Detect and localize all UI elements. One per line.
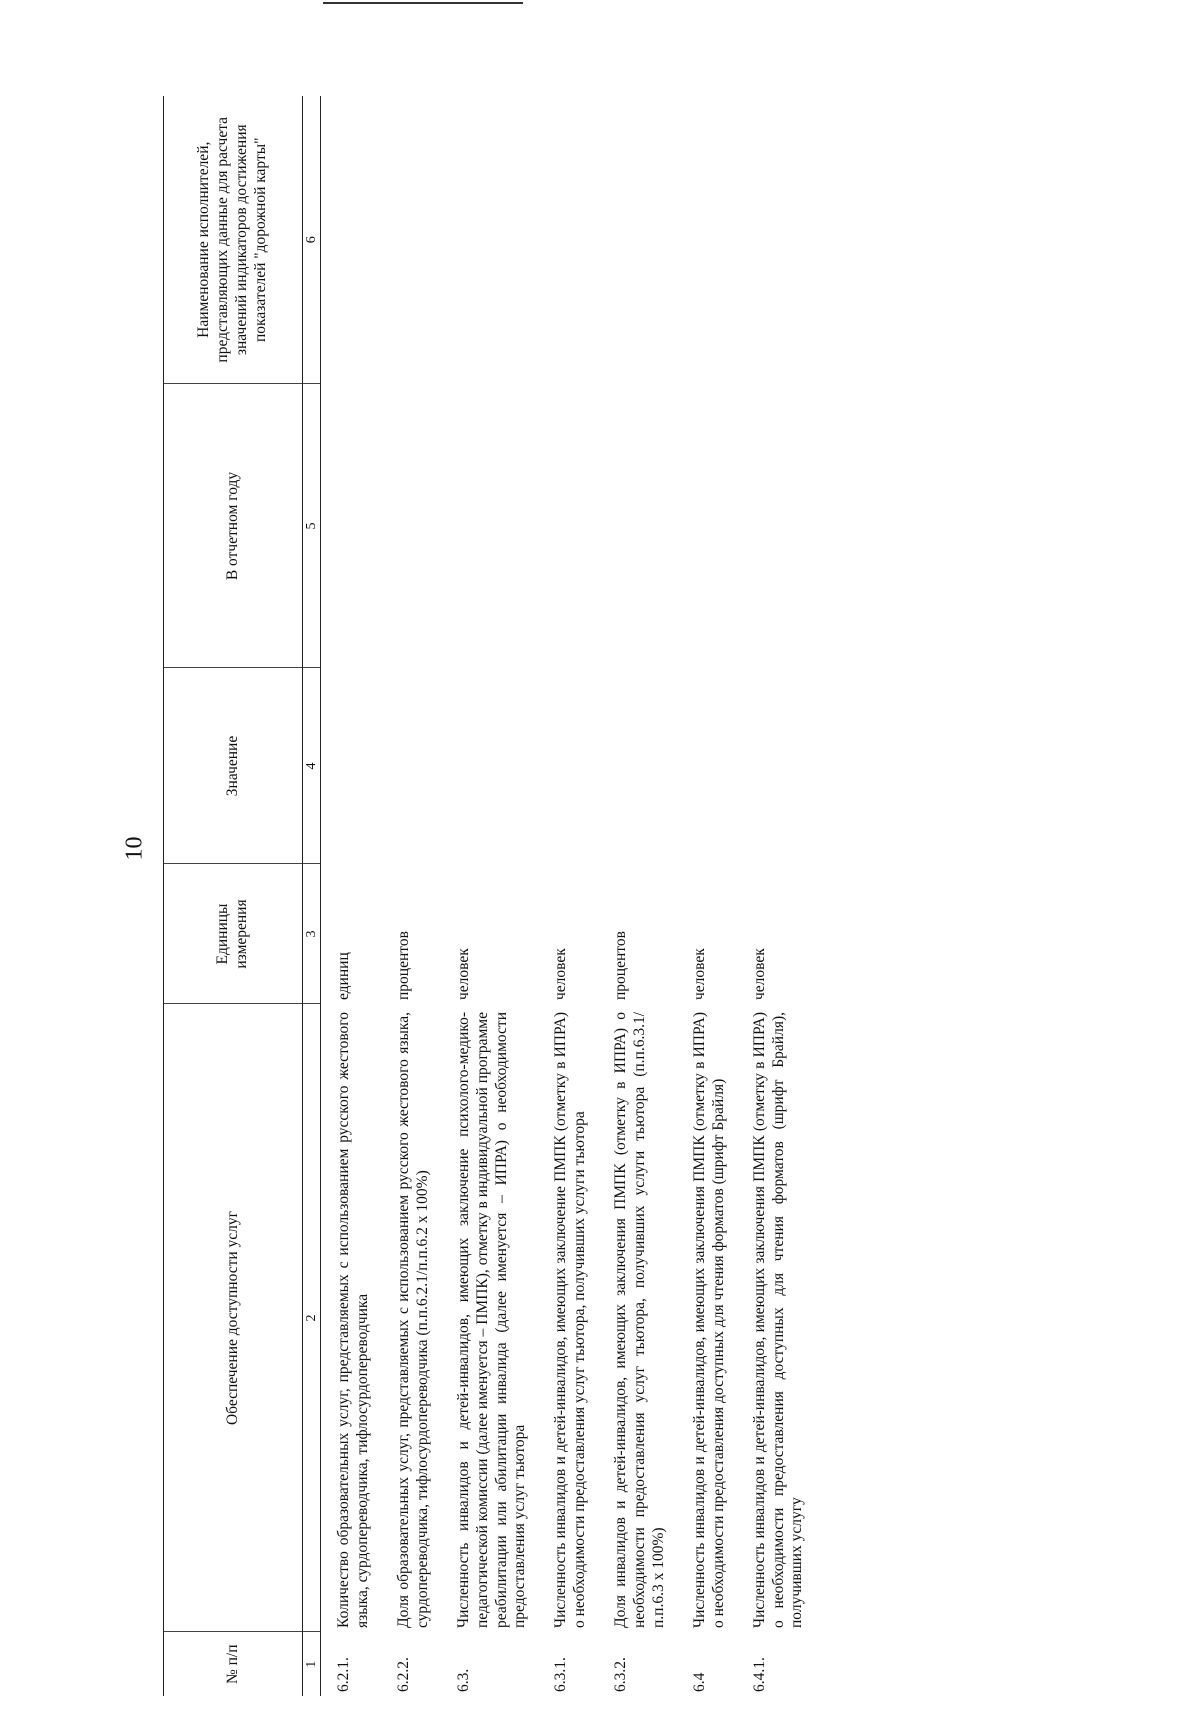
row-number: 6.2.1. <box>335 1657 353 1692</box>
row-number: 6.2.2. <box>394 1657 412 1692</box>
row-description: Численность инвалидов и детей-инвалидов, имеющих заключение ПМПК (отметку в ИПРА) о необходимости предоставления услуг тьютора, получивших услуги тьютора <box>552 1012 589 1628</box>
row-executors <box>677 96 737 384</box>
row-number: 6.3. <box>454 1668 472 1692</box>
row-executors <box>538 96 598 384</box>
table-row <box>677 96 737 1696</box>
rotated-table-container <box>163 96 1163 1696</box>
header-unit: Единицы измерения <box>164 864 303 1004</box>
header-service: Обеспечение доступности услуг <box>164 1004 303 1632</box>
row-report-year <box>598 384 677 668</box>
row-value <box>598 668 677 864</box>
row-unit: человек <box>454 948 472 1000</box>
row-description: Численность инвалидов и детей-инвалидов, имеющих заключения ПМПК (отметку в ИПРА) о необходимости предоставления доступных для чтения форматов (шрифт Брайля), получивших услугу <box>750 1012 806 1628</box>
header-row <box>164 96 303 1696</box>
row-value <box>677 668 737 864</box>
row-description: Доля образовательных услуг, представляемых с использованием русского жестового языка, сурдопереводчика, тифлосурдопереводчика (п.п.6.2.1/п.п.6.2 х 100%) <box>394 1012 431 1628</box>
row-unit: процентов <box>394 931 412 1000</box>
header-report-year: В отчетном году <box>164 384 303 668</box>
row-description: Численность инвалидов и детей-инвалидов, имеющих заключения ПМПК (отметку в ИПРА) о необходимости предоставления доступных для чтения форматов (шрифт Брайля) <box>690 1012 727 1628</box>
row-number: 6.3.2. <box>612 1657 630 1692</box>
row-report-year <box>381 384 441 668</box>
column-number: 6 <box>303 96 321 384</box>
header-value: Значение <box>164 668 303 864</box>
header-num: № п/п <box>164 1632 303 1696</box>
column-number: 5 <box>303 384 321 668</box>
column-number-row <box>303 96 321 1696</box>
top-rule <box>323 2 523 4</box>
row-unit: человек <box>690 948 708 1000</box>
column-number: 3 <box>303 864 321 1004</box>
row-description: Количество образовательных услуг, представляемых с использованием русского жестового языка, сурдопереводчика, тифлосурдопереводчика <box>335 1012 371 1628</box>
page-number: 10 <box>121 836 148 860</box>
row-number: 6.4 <box>690 1672 708 1692</box>
table-row <box>441 96 539 1696</box>
row-value <box>737 668 816 864</box>
row-executors <box>381 96 441 384</box>
column-number: 4 <box>303 668 321 864</box>
row-value <box>381 668 441 864</box>
row-unit: человек <box>552 948 570 1000</box>
row-unit: единиц <box>335 952 353 1000</box>
column-number: 2 <box>303 1004 321 1632</box>
row-executors <box>598 96 677 384</box>
row-report-year <box>737 384 816 668</box>
row-executors <box>321 96 381 384</box>
table-row <box>381 96 441 1696</box>
page-number-container <box>122 828 148 868</box>
accessibility-table <box>163 96 815 1696</box>
column-number: 1 <box>303 1632 321 1696</box>
row-number: 6.4.1. <box>750 1657 768 1692</box>
row-report-year <box>321 384 381 668</box>
row-description: Численность инвалидов и детей-инвалидов, имеющих заключение психолого-медико-педагогической комиссии (далее именуется – ПМПК), отметку в индивидуальной программе реабилитации или абилитации инвалида (далее именуется – ИПРА) о необходимости предоставления услуг тьютора <box>454 1012 529 1628</box>
row-executors <box>441 96 539 384</box>
row-unit: человек <box>750 948 768 1000</box>
header-executors: Наименование исполнителей, представляющих данные для расчета значений индикаторов достижения показателей "дорожной карты" <box>164 96 303 384</box>
row-value <box>321 668 381 864</box>
row-report-year <box>441 384 539 668</box>
row-number: 6.3.1. <box>552 1657 570 1692</box>
table-row <box>737 96 816 1696</box>
table-row <box>598 96 677 1696</box>
row-unit: процентов <box>612 931 630 1000</box>
row-report-year <box>677 384 737 668</box>
table-row <box>321 96 381 1696</box>
row-value <box>441 668 539 864</box>
row-report-year <box>538 384 598 668</box>
row-value <box>538 668 598 864</box>
row-description: Доля инвалидов и детей-инвалидов, имеющих заключения ПМПК (отметку в ИПРА) о необходимости предоставления услуг тьютора, получивших услуги тьютора (п.п.6.3.1/п.п.6.3 х 100%) <box>612 1012 667 1628</box>
table-row <box>538 96 598 1696</box>
row-executors <box>737 96 816 384</box>
